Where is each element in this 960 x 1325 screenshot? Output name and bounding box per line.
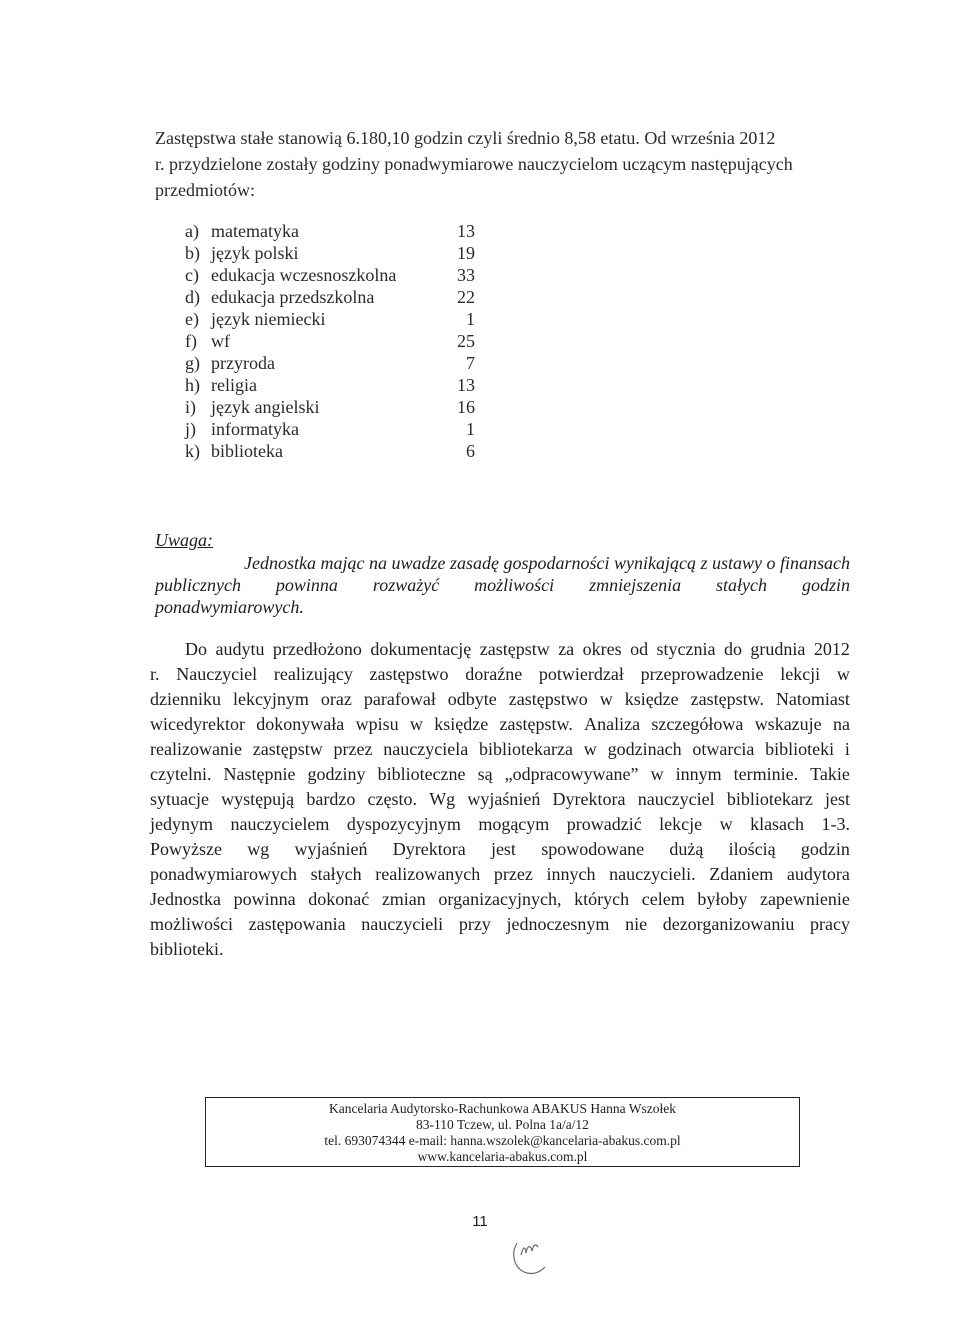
body-word: jednoczesnym	[506, 914, 610, 934]
subject-hours: 13	[457, 375, 475, 395]
body-line	[150, 637, 850, 662]
body-word: bardzo	[306, 789, 356, 809]
body-word: i	[844, 739, 850, 759]
note-word: możliwości	[474, 575, 555, 595]
body-word: oraz	[320, 689, 352, 709]
body-word: możliwości	[150, 914, 233, 934]
subject-marker: j)	[185, 419, 196, 439]
body-word: dużą	[669, 839, 704, 859]
subject-name: język polski	[211, 243, 299, 263]
note-text	[155, 552, 850, 618]
subject-label	[185, 396, 319, 418]
subject-item	[185, 330, 475, 352]
body-word: przedłożono	[272, 639, 362, 659]
subject-marker: i)	[185, 397, 196, 417]
body-word: nauczyciel	[637, 789, 715, 809]
body-word: audytora	[786, 864, 850, 884]
body-word: Następnie	[223, 764, 296, 784]
body-line	[150, 762, 850, 787]
subject-marker: c)	[185, 265, 199, 285]
body-word: w	[583, 739, 597, 759]
body-word: 2012	[813, 639, 850, 659]
body-word: nauczycieli	[361, 914, 444, 934]
body-word: szczegółowa	[651, 714, 744, 734]
body-line	[150, 862, 850, 887]
subject-marker: f)	[185, 331, 197, 351]
body-word: grudnia	[750, 639, 806, 659]
body-word: Analiza	[584, 714, 641, 734]
subject-label	[185, 418, 299, 440]
body-word: dyspozycyjnym	[346, 814, 461, 834]
body-word: jest	[825, 789, 850, 809]
body-word: parafował	[363, 689, 436, 709]
body-word: godzinach	[607, 739, 682, 759]
subject-item	[185, 264, 475, 286]
body-word: realizujący	[273, 664, 353, 684]
subject-label	[185, 308, 325, 330]
subject-name: religia	[211, 375, 257, 395]
body-word: jedynym	[150, 814, 213, 834]
body-word: sytuacje	[150, 789, 209, 809]
subject-item	[185, 396, 475, 418]
body-word: terminie.	[733, 764, 799, 784]
body-word: Jednostka	[150, 889, 221, 909]
subject-item	[185, 440, 475, 462]
body-word: nauczycieli.	[609, 864, 696, 884]
body-word: dokonywała	[256, 714, 345, 734]
subject-item	[185, 418, 475, 440]
body-word: klasach	[750, 814, 805, 834]
body-word: w	[719, 814, 733, 834]
body-word: otwarcia	[692, 739, 755, 759]
company-footer-box	[205, 1097, 800, 1167]
subject-label	[185, 440, 283, 462]
body-word: r.	[150, 664, 160, 684]
body-word: w	[599, 689, 613, 709]
footer-address: 83-110 Tczew, ul. Polna 1a/a/12	[416, 1117, 589, 1132]
body-line	[150, 937, 850, 962]
note-word: rozważyć	[372, 575, 440, 595]
body-word: Natomiast	[775, 689, 850, 709]
body-word: w	[836, 664, 850, 684]
body-word: wg	[247, 839, 270, 859]
body-word: realizowanie	[150, 739, 242, 759]
subject-marker: e)	[185, 309, 199, 329]
body-word: Nauczyciel	[176, 664, 258, 684]
body-word: wpisu	[355, 714, 399, 734]
body-word: stałych	[310, 864, 362, 884]
body-line	[150, 687, 850, 712]
subject-hours: 25	[457, 331, 475, 351]
body-word: Takie	[810, 764, 850, 784]
subject-hours: 19	[457, 243, 475, 263]
body-word: których	[574, 889, 630, 909]
body-word: przez	[493, 864, 533, 884]
body-word: nie	[625, 914, 648, 934]
body-word: zastępstw.	[499, 714, 573, 734]
body-word: wskazuje	[754, 714, 822, 734]
body-word: stycznia	[656, 639, 716, 659]
subject-name: język niemiecki	[211, 309, 326, 329]
subject-name: wf	[211, 331, 230, 351]
subject-label	[185, 352, 275, 374]
body-word: za	[558, 639, 575, 659]
subject-item	[185, 242, 475, 264]
subject-name: edukacja przedszkolna	[211, 287, 375, 307]
body-word: są	[477, 764, 493, 784]
body-word: okres	[582, 639, 622, 659]
subject-hours: 6	[466, 441, 475, 461]
body-word: bibliotekarz	[726, 789, 813, 809]
subject-item	[185, 374, 475, 396]
subject-item	[185, 308, 475, 330]
subject-marker: a)	[185, 221, 199, 241]
note-line: Jednostka mając na uwadze zasadę gospodarności wynikającą z ustawy o finansach	[244, 553, 850, 573]
body-word: przeprowadzenie	[640, 664, 764, 684]
footer-company-name: Kancelaria Audytorsko-Rachunkowa ABAKUS Hanna Wszołek	[329, 1101, 676, 1116]
page-number: 11	[472, 1213, 488, 1230]
body-word: od	[630, 639, 649, 659]
body-word: do	[723, 639, 742, 659]
subject-label	[185, 242, 299, 264]
body-word: 1-3.	[821, 814, 850, 834]
body-word: pracy	[809, 914, 850, 934]
subject-marker: h)	[185, 375, 200, 395]
subject-hours: 1	[466, 309, 475, 329]
body-word: często.	[367, 789, 417, 809]
body-word: księdze	[624, 689, 679, 709]
subject-hours: 7	[466, 353, 475, 373]
body-line	[150, 662, 850, 687]
body-word: nauczyciela	[383, 739, 469, 759]
body-word: wicedyrektor	[150, 714, 245, 734]
subject-name: matematyka	[211, 221, 299, 241]
body-word: zmian	[381, 889, 426, 909]
body-word: biblioteki.	[150, 939, 224, 959]
handwritten-initials-mark	[505, 1233, 555, 1283]
body-word: nauczycielem	[230, 814, 330, 834]
body-word: realizowanych	[375, 864, 481, 884]
subject-label	[185, 264, 396, 286]
body-word: „odpracowywane”	[504, 764, 639, 784]
body-word: innym	[675, 764, 722, 784]
body-word: zastępstw	[252, 739, 323, 759]
body-word: mogącym	[478, 814, 550, 834]
body-word: doraźne	[465, 664, 523, 684]
note-word: publicznych	[155, 575, 241, 595]
body-word: Powyższe	[150, 839, 222, 859]
note-line: ponadwymiarowych.	[155, 597, 304, 617]
subject-name: informatyka	[211, 419, 299, 439]
body-word: prowadzić	[566, 814, 642, 834]
subject-item	[185, 352, 475, 374]
body-line	[150, 812, 850, 837]
body-word: biblioteki	[765, 739, 835, 759]
body-word: Zdaniem	[709, 864, 774, 884]
subject-name: edukacja wczesnoszkolna	[211, 265, 397, 285]
body-word: przy	[458, 914, 491, 934]
body-word: Wg	[429, 789, 456, 809]
body-word: czytelni.	[150, 764, 212, 784]
subject-hours: 33	[457, 265, 475, 285]
footer-contact: tel. 693074344 e-mail: hanna.wszolek@kancelaria-abakus.com.pl	[324, 1133, 681, 1148]
body-word: byłoby	[697, 889, 748, 909]
body-word: ilością	[728, 839, 776, 859]
subject-item	[185, 220, 475, 242]
intro-line: przedmiotów:	[155, 180, 255, 200]
body-line	[150, 837, 850, 862]
body-word: w	[650, 764, 664, 784]
note-word: powinna	[275, 575, 338, 595]
body-line	[150, 712, 850, 737]
subject-item	[185, 286, 475, 308]
subject-marker: k)	[185, 441, 200, 461]
body-line	[150, 912, 850, 937]
intro-line: r. przydzielone zostały godziny ponadwymiarowe nauczycielom uczącym następujących	[155, 154, 793, 174]
body-word: organizacyjnych,	[438, 889, 562, 909]
body-word: dezorganizowaniu	[662, 914, 795, 934]
intro-paragraph	[155, 125, 855, 203]
body-word: dokonać	[308, 889, 370, 909]
body-word: dzienniku	[150, 689, 221, 709]
subject-hours-list	[185, 220, 475, 462]
subject-hours: 13	[457, 221, 475, 241]
body-word: księdze	[434, 714, 489, 734]
note-word: godzin	[801, 575, 850, 595]
body-word: innych	[546, 864, 596, 884]
body-word: dokumentację	[370, 639, 472, 659]
body-word: godziny	[307, 764, 366, 784]
subject-name: język angielski	[211, 397, 320, 417]
body-word: zapewnienie	[759, 889, 850, 909]
note-word: zmniejszenia	[589, 575, 682, 595]
body-word: zastępstw	[479, 639, 550, 659]
audit-findings-paragraph	[150, 637, 850, 962]
body-line	[150, 787, 850, 812]
body-word: wyjaśnień	[467, 789, 541, 809]
subject-label	[185, 220, 299, 242]
subject-hours: 22	[457, 287, 475, 307]
body-word: audytu	[215, 639, 265, 659]
subject-label	[185, 374, 257, 396]
body-word: przez	[333, 739, 373, 759]
body-word: powinna	[233, 889, 296, 909]
body-word: biblioteczne	[377, 764, 466, 784]
body-line	[150, 887, 850, 912]
body-word: na	[832, 714, 850, 734]
subject-marker: b)	[185, 243, 200, 263]
note-section	[155, 529, 850, 618]
body-word: lekcje	[659, 814, 703, 834]
body-line	[150, 737, 850, 762]
body-word: w	[409, 714, 423, 734]
body-word: Dyrektora	[392, 839, 466, 859]
body-word: lekcyjnym	[232, 689, 309, 709]
body-word: celem	[641, 889, 685, 909]
subject-hours: 16	[457, 397, 475, 417]
body-word: zastępstwo	[508, 689, 588, 709]
body-word: ponadwymiarowych	[150, 864, 297, 884]
note-line-justified	[155, 574, 850, 596]
body-word: występują	[221, 789, 295, 809]
subject-hours: 1	[466, 419, 475, 439]
footer-website: www.kancelaria-abakus.com.pl	[417, 1149, 588, 1164]
subject-label	[185, 286, 374, 308]
subject-marker: d)	[185, 287, 200, 307]
body-word: odbyte	[447, 689, 497, 709]
body-word: jest	[490, 839, 516, 859]
body-word: zastępstw.	[690, 689, 764, 709]
body-word: bibliotekarza	[479, 739, 573, 759]
intro-line: Zastępstwa stałe stanowią 6.180,10 godzin czyli średnio 8,58 etatu. Od września 2012	[155, 128, 776, 148]
subject-marker: g)	[185, 353, 200, 373]
note-word: stałych	[716, 575, 768, 595]
body-word: godzin	[800, 839, 850, 859]
body-word: zastępstwo	[369, 664, 449, 684]
subject-name: przyroda	[211, 353, 275, 373]
body-word: Do	[185, 639, 207, 659]
body-word: wyjaśnień	[294, 839, 368, 859]
note-heading: Uwaga:	[155, 530, 213, 550]
body-word: spowodowane	[541, 839, 645, 859]
body-word: Dyrektora	[552, 789, 626, 809]
body-word: potwierdzał	[538, 664, 624, 684]
body-word: zastępowania	[248, 914, 346, 934]
body-word: lekcji	[780, 664, 821, 684]
subject-name: biblioteka	[211, 441, 283, 461]
subject-label	[185, 330, 230, 352]
